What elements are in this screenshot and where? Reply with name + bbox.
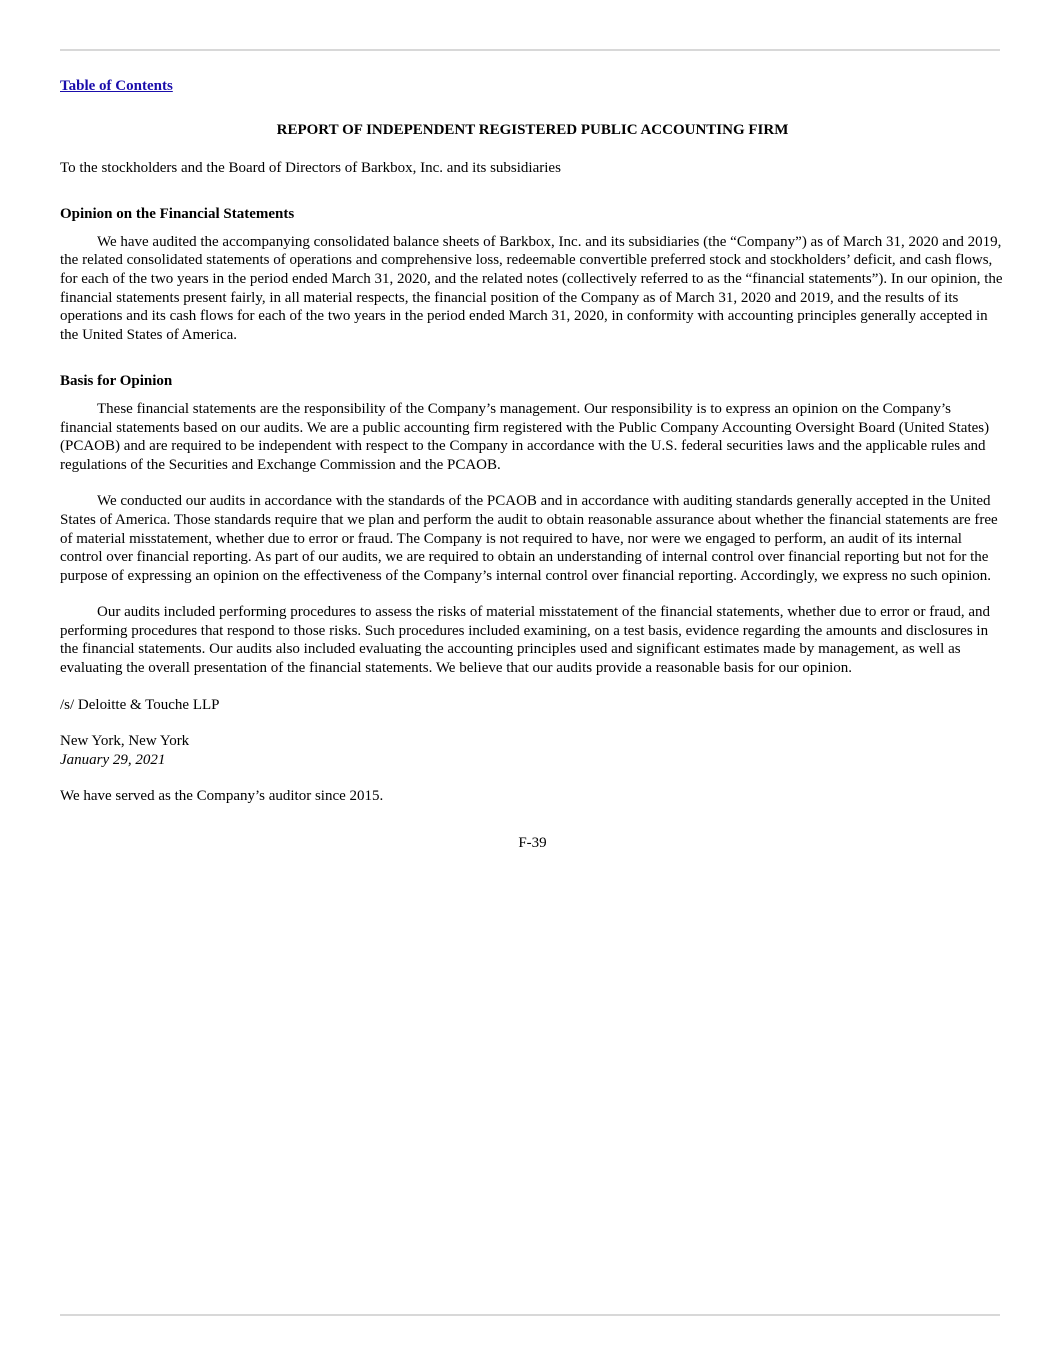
basis-paragraph-procedures: Our audits included performing procedures to assess the risks of material misstatement of the financial statements, whether due to error or fraud, and performing procedures that respond to those risks. Such procedures included examining, on a test basis, evidence regarding the amounts and disclosures in the financial statements. Our audits also included evaluating the accounting principles used and significant estimates made by management, as well as evaluating the overall presentation of the financial statements. We believe that our audits provide a reasonable basis for our opinion.: [60, 604, 991, 677]
basis-paragraph-responsibility: These financial statements are the responsibility of the Company’s management. Our responsibility is to express an opinion on the Company’s financial statements based on our audits. We are a public accounting firm registered with the Public Company Accounting Oversight Board (United States) (PCAOB) and are required to be independent with respect to the Company in accordance with the U.S. federal securities laws and the applicable rules and regulations of the Securities and Exchange Commission and the PCAOB.: [60, 400, 990, 473]
auditor-tenure: We have served as the Company’s auditor since 2015.: [60, 788, 384, 805]
table-of-contents-link[interactable]: Table of Contents: [60, 78, 173, 94]
basis-heading: Basis for Opinion: [60, 373, 173, 390]
opinion-paragraph: We have audited the accompanying consolidated balance sheets of Barkbox, Inc. and its subsidiaries (the “Company”) as of March 31, 2020 and 2019, the related consolidated statements of operations and comprehensive loss, redeemable convertible preferred stock and stockholders’ deficit, and cash flows, for each of the two years in the period ended March 31, 2020, and the related notes (collectively referred to as the “financial statements”). In our opinion, the financial statements present fairly, in all material respects, the financial position of the Company as of March 31, 2020 and 2019, and the results of its operations and its cash flows for each of the two years in the period ended March 31, 2020, in conformity with accounting principles generally accepted in the United States of America.: [60, 233, 1003, 343]
report-page: [60, 77, 1005, 853]
bottom-divider: [60, 1314, 1000, 1316]
page-number: F-39: [518, 835, 547, 852]
signing-date: January 29, 2021: [60, 751, 166, 768]
opinion-heading: Opinion on the Financial Statements: [60, 206, 295, 223]
top-divider: [60, 49, 1000, 51]
addressee: To the stockholders and the Board of Directors of Barkbox, Inc. and its subsidiaries: [60, 159, 561, 176]
signing-location: New York, New York: [60, 733, 190, 750]
report-title: REPORT OF INDEPENDENT REGISTERED PUBLIC ACCOUNTING FIRM: [276, 122, 789, 138]
auditor-signature: /s/ Deloitte & Touche LLP: [60, 696, 220, 713]
basis-paragraph-standards: We conducted our audits in accordance with the standards of the PCAOB and in accordance with auditing standards generally accepted in the United States of America. Those standards require that we plan and perform the audit to obtain reasonable assurance about whether the financial statements are free of material misstatement, whether due to error or fraud. The Company is not required to have, nor were we engaged to perform, an audit of its internal control over financial reporting. As part of our audits, we are required to obtain an understanding of internal control over financial reporting but not for the purpose of expressing an opinion on the effectiveness of the Company’s internal control over financial reporting. Accordingly, we express no such opinion.: [60, 493, 998, 584]
